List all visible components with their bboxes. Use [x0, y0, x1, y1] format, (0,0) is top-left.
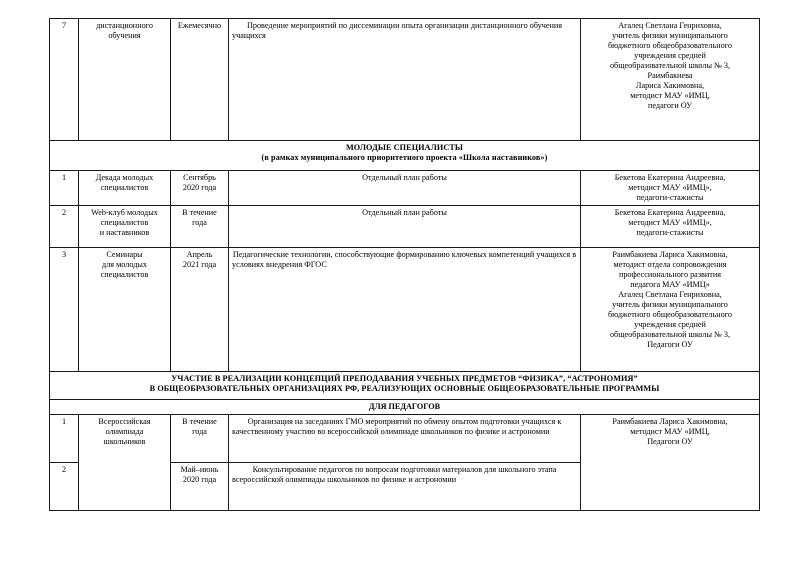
row-content-cell: Отдельный план работы	[229, 206, 581, 248]
row-name-cell: Декада молодых специалистов	[79, 171, 171, 206]
section-header-line-1: УЧАСТИЕ В РЕАЛИЗАЦИИ КОНЦЕПЦИЙ ПРЕПОДАВАНИЯ УЧЕБНЫХ ПРЕДМЕТОВ “ФИЗИКА”, “АСТРОНОМИЯ”	[171, 374, 638, 383]
row-responsible-cell: Бекетова Екатерина Андреевна, методист МАУ «ИМЦ», педагоги-стажисты	[581, 206, 760, 248]
section-header-line-1: МОЛОДЫЕ СПЕЦИАЛИСТЫ	[345, 143, 464, 152]
table-row	[50, 206, 760, 248]
row-name-cell: Web-клуб молодых специалистов и наставников	[79, 206, 171, 248]
subsection-header-for-teachers: ДЛЯ ПЕДАГОГОВ	[50, 400, 760, 415]
table-row	[50, 248, 760, 372]
row-number-cell: 1	[50, 415, 79, 463]
row-name-cell: Семинары для молодых специалистов	[79, 248, 171, 372]
row-number-cell: 3	[50, 248, 79, 372]
row-term-cell: В течение года	[171, 206, 229, 248]
row-responsible-cell: Бекетова Екатерина Андреевна, методист МАУ «ИМЦ», педагоги-стажисты	[581, 171, 760, 206]
row-responsible-cell: Агалец Светлана Генриховна, учитель физики муниципального бюджетного общеобразовательного учреждения средней общеобразовательной школы № 3, Раимбакиева Лариса Хакимовна, методист МАУ «ИМЦ, педагоги ОУ	[581, 19, 760, 141]
row-name-cell-merged: Всероссийская олимпиада школьников	[79, 415, 171, 511]
table-row	[50, 171, 760, 206]
row-term-cell: Апрель 2021 года	[171, 248, 229, 372]
row-number-cell: 1	[50, 171, 79, 206]
section-header-line-2: В ОБЩЕОБРАЗОВАТЕЛЬНЫХ ОРГАНИЗАЦИЯХ РФ, РЕАЛИЗУЮЩИХ ОСНОВНЫЕ ОБЩЕОБРАЗОВАТЕЛЬНЫЕ ПРОГРАММЫ	[149, 384, 660, 393]
table-row	[50, 415, 760, 463]
row-content-cell: Проведение мероприятий по диссеминации опыта организации дистанционного обучения учащихся	[229, 19, 581, 141]
section-header-line-2: (в рамках муниципального приоритетного проекта «Школа наставников»)	[261, 153, 548, 162]
row-name-cell: дистанционного обучения	[79, 19, 171, 141]
section-header-young-specialists	[50, 141, 760, 171]
row-content-cell: Консультирование педагогов по вопросам подготовки материалов для школьного этапа всероссийской олимпиады школьников по физике и астрономии	[229, 463, 581, 511]
plan-table	[49, 18, 760, 511]
row-content-cell: Педагогические технологии, способствующие формированию ключевых компетенций учащихся в условиях внедрения ФГОС	[229, 248, 581, 372]
row-term-cell: Ежемесячно	[171, 19, 229, 141]
row-content-cell: Организация на заседаниях ГМО мероприятий по обмену опытом подготовки учащихся к качественному участию во всероссийской олимпиаде школьников по физике и астрономии	[229, 415, 581, 463]
row-number-cell: 2	[50, 463, 79, 511]
row-term-cell: В течение года	[171, 415, 229, 463]
row-responsible-cell: Раимбакиева Лариса Хакимовна, методист отдела сопровождения профессионального развития педагога МАУ «ИМЦ» Агалец Светлана Генриховна, учитель физики муниципального бюджетного общеобразовательного учреждения средней общеобразовательной школы № 3, Педагоги ОУ	[581, 248, 760, 372]
row-term-cell: Май–июнь 2020 года	[171, 463, 229, 511]
row-number-cell: 7	[50, 19, 79, 141]
table-row	[50, 19, 760, 141]
row-responsible-cell-merged: Раимбакиева Лариса Хакимовна, методист МАУ «ИМЦ, Педагоги ОУ	[581, 415, 760, 511]
row-term-cell: Сентябрь 2020 года	[171, 171, 229, 206]
table-section-row	[50, 372, 760, 400]
row-content-cell: Отдельный план работы	[229, 171, 581, 206]
row-number-cell: 2	[50, 206, 79, 248]
section-header-concepts	[50, 372, 760, 400]
table-section-row	[50, 141, 760, 171]
table-subsection-row	[50, 400, 760, 415]
